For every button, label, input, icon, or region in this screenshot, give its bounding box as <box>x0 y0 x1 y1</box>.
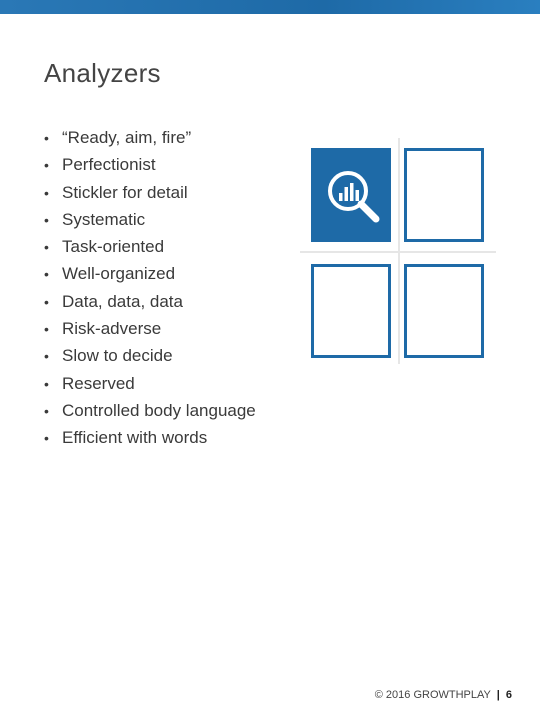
slide-title: Analyzers <box>44 58 161 88</box>
bullet-text: Reserved <box>62 373 135 393</box>
bullet-item <box>44 181 256 208</box>
bullet-list <box>44 126 256 454</box>
bullet-dot: • <box>44 211 49 228</box>
bullet-text: Systematic <box>62 209 146 229</box>
bullet-dot: • <box>44 130 49 146</box>
bullet-dot: • <box>44 184 49 201</box>
bullet-dot: • <box>44 239 49 256</box>
bullet-dot: • <box>44 430 49 447</box>
bullet-item <box>44 235 256 262</box>
bullet-text: Well-organized <box>62 264 176 284</box>
bullet-item <box>44 208 256 235</box>
bullet-item <box>44 426 256 453</box>
bullet-text: Task-oriented <box>62 237 165 257</box>
quadrant-tile-bottom-left <box>311 264 391 358</box>
quadrant-tile-bottom-right <box>404 264 484 358</box>
bullet-item <box>44 153 256 180</box>
bullet-text: Slow to decide <box>62 346 173 366</box>
quadrant-tile-analyzer <box>311 148 391 242</box>
bullet-dot: • <box>44 375 49 392</box>
bullet-item <box>44 344 256 371</box>
bullet-dot: • <box>44 402 49 419</box>
bullet-text: Efficient with words <box>62 428 208 448</box>
bullet-item <box>44 317 256 344</box>
top-accent-bar <box>0 0 540 14</box>
bullet-dot: • <box>44 321 49 338</box>
bullet-text: Stickler for detail <box>62 182 188 202</box>
bullet-item <box>44 372 256 399</box>
footer-separator: | <box>496 689 500 701</box>
bullet-dot: • <box>44 348 49 365</box>
bullet-text: Perfectionist <box>62 155 156 175</box>
slide-footer <box>375 689 512 701</box>
bullet-text: Data, data, data <box>62 291 183 311</box>
bullet-item <box>44 290 256 317</box>
bullet-item <box>44 399 256 426</box>
page-number: 6 <box>505 689 512 701</box>
bullet-dot: • <box>44 293 49 310</box>
bullet-item <box>44 262 256 289</box>
bullet-item <box>44 126 256 153</box>
bullet-dot: • <box>44 157 49 174</box>
personality-quadrant-graphic <box>300 138 496 364</box>
bullet-dot: • <box>44 266 49 283</box>
quadrant-divider-horizontal <box>300 251 496 253</box>
bullet-text: Controlled body language <box>62 400 256 420</box>
bullet-text: “Ready, aim, fire” <box>62 128 192 147</box>
bullet-text: Risk-adverse <box>62 319 162 339</box>
quadrant-tile-top-right <box>404 148 484 242</box>
copyright-text: © 2016 GROWTHPLAY <box>374 689 491 701</box>
magnifier-bar-chart-icon <box>318 161 390 233</box>
